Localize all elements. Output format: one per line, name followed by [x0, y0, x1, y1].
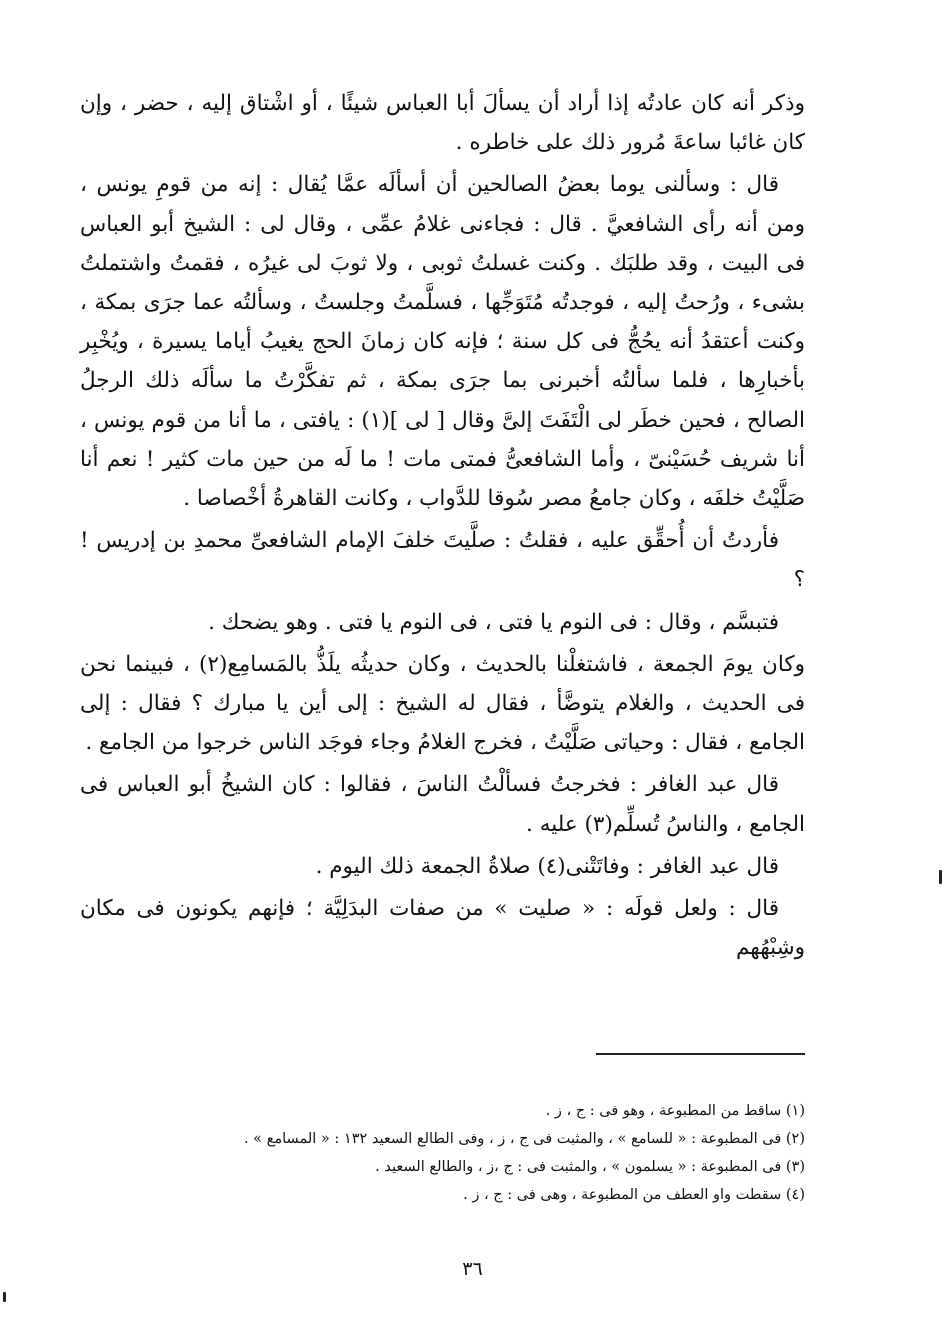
paragraph: قال : وسألنى يوما بعضُ الصالحين أن أسألَه عمَّا يُقال : إنه من قومِ يونس ، ومن أنه رأى الشافعيَّ . قال : فجاءنى غلامُ عمِّى ، وقال لى : الشيخ أبو العباس فى البيت ، وقد طلبَك . وكنت غسلتُ ثوبى ، ولا ثوبَ لى غيرُه ، فقمتُ واشتملتُ بشىء ، ورُحتُ إليه ، فوجدتُه مُتَوَجِّها ، فسلَّمتُ وجلستُ ، وسألتُه عما جرَى بمكة ، وكنت أعتقدُ أنه يحُجُّ فى كل سنة ؛ فإنه كان زمانَ الحج يغيبُ أياما يسيرة ، ويُخْبِر بأخبارِها ، فلما سألتُه أخبرنى بما جرَى بمكة ، ثم تفكَّرْتُ ما سألَه ذلك الرجلُ الصالح ، فحين خطَر لى الْتَفَتَ إلىَّ وقال [ لى ](١) : يافتى ، ما أنا من قوم يونس ، أنا شريف حُسَيْنىّ ، وأما الشافعىُّ فمتى مات ! ما لَه من حين مات كثير ! نعم أنا صَلَّيْتُ خلفَه ، وكان جامعُ مصر سُوقا للدَّواب ، وكانت القاهرةُ أخْصاصا .	[80, 172, 805, 512]
paragraph: قال عبد الغافر : فخرجتُ فسألْتُ الناسَ ، فقالوا : كان الشيخُ أبو العباس فى الجامع ، والناسُ تُسلِّم(٣) عليه .	[80, 772, 805, 837]
footnote: (٢) فى المطبوعة : « للسامع » ، والمثبت فى ج ، ز ، وفى الطالع السعيد ١٣٢ : « المسامع » .	[243, 1131, 805, 1147]
footnotes	[80, 1097, 805, 1209]
footnote-separator	[596, 1053, 805, 1055]
paragraph: قال : ولعل قولَه : « صليت » من صفات البدَلِيَّة ؛ فإنهم يكونون فى مكان وشِبْهُهم	[80, 896, 805, 961]
paragraph: فأردتُ أن أُحقِّق عليه ، فقلتُ : صلَّيتَ خلفَ الإمام الشافعىِّ محمدِ بن إدريس ! ؟	[80, 528, 805, 593]
paragraph: وكان يومَ الجمعة ، فاشتغلْنا بالحديث ، وكان حديثُه يلَذُّ بالمَسامِع(٢) ، فبينما نحن فى الحديث ، والغلام يتوضَّأ ، فقال له الشيخ : إلى أين يا مبارك ؟ فقال : إلى الجامع ، فقال : وحياتى صَلَّيْتُ ، فخرج الغلامُ وجاء فوجَد الناس خرجوا من الجامع .	[80, 651, 806, 756]
paragraph: وذكر أنه كان عادتُه إذا أراد أن يسألَ أبا العباس شيئًا ، أو اشْتاق إليه ، حضر ، وإن كان غائبا ساعةَ مُرور ذلك على خاطره .	[80, 91, 805, 156]
main-text	[80, 84, 805, 967]
footnote: (٣) فى المطبوعة : « يسلمون » ، والمثبت فى : ج ،ز ، والطالع السعيد .	[375, 1159, 805, 1175]
scan-mark	[939, 870, 942, 884]
footnote: (٤) سقطت واو العطف من المطبوعة ، وهى فى : ج ، ز .	[463, 1187, 805, 1203]
footnote: (١) ساقط من المطبوعة ، وهو فى : ج ، ز .	[545, 1103, 805, 1119]
paragraph: فتبسَّم ، وقال : فى النوم يا فتى ، فى النوم يا فتى . وهو يضحك .	[208, 609, 779, 635]
scan-mark	[3, 1292, 6, 1302]
page-number: ٣٦	[462, 1258, 483, 1280]
paragraph: قال عبد الغافر : وفاتَتْنى(٤) صلاةُ الجمعة ذلك اليوم .	[315, 853, 779, 879]
